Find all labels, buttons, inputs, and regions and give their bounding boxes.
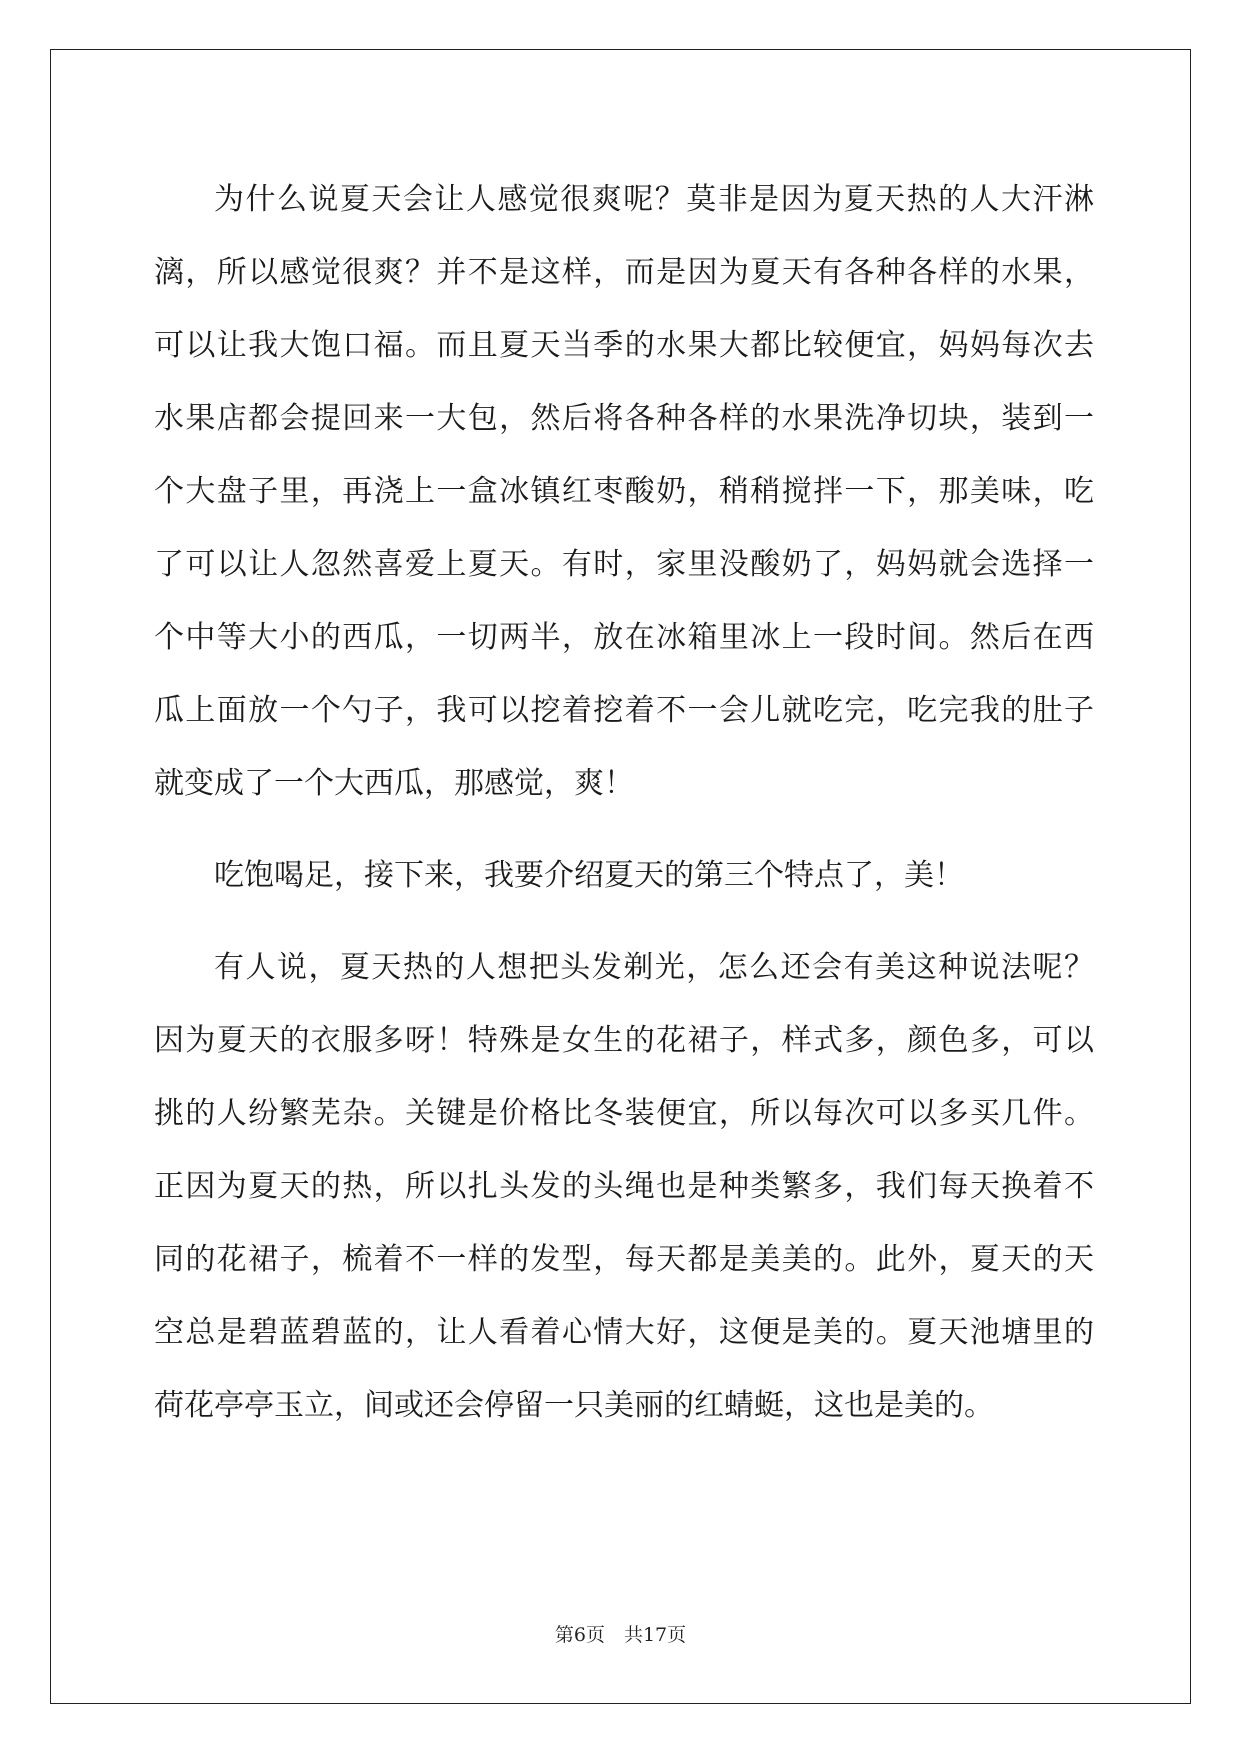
document-body [154,163,1094,1442]
text-line: 因为夏天的衣服多呀！特殊是女生的花裙子，样式多，颜色多，可以 [154,1023,1094,1058]
text-line: 个大盘子里，再浇上一盒冰镇红枣酸奶，稍稍搅拌一下，那美味，吃 [154,474,1094,509]
text-line: 吃饱喝足，接下来，我要介绍夏天的第三个特点了，美！ [214,858,964,893]
text-line: 水果店都会提回来一大包，然后将各种各样的水果洗净切块，装到一 [154,401,1094,436]
paragraph-1 [154,163,1094,820]
text-line: 瓜上面放一个勺子，我可以挖着挖着不一会儿就吃完，吃完我的肚子 [154,693,1094,728]
text-line: 荷花亭亭玉立，间或还会停留一只美丽的红蜻蜓，这也是美的。 [154,1388,994,1423]
paragraph-2 [154,839,1094,912]
text-line: 正因为夏天的热，所以扎头发的头绳也是种类繁多，我们每天换着不 [154,1169,1094,1204]
text-line: 了可以让人忽然喜爱上夏天。有时，家里没酸奶了，妈妈就会选择一 [154,547,1094,582]
text-line: 空总是碧蓝碧蓝的，让人看着心情大好，这便是美的。夏天池塘里的 [154,1315,1094,1350]
text-line: 同的花裙子，梳着不一样的发型，每天都是美美的。此外，夏天的天 [154,1242,1094,1277]
text-line: 漓，所以感觉很爽？并不是这样，而是因为夏天有各种各样的水果， [154,255,1094,290]
paragraph-3 [154,931,1094,1442]
text-line: 可以让我大饱口福。而且夏天当季的水果大都比较便宜，妈妈每次去 [154,328,1094,363]
text-line: 为什么说夏天会让人感觉很爽呢？莫非是因为夏天热的人大汗淋 [214,182,1094,217]
text-line: 就变成了一个大西瓜，那感觉，爽！ [154,766,634,801]
text-line: 挑的人纷繁芜杂。关键是价格比冬装便宜，所以每次可以多买几件。 [154,1096,1094,1131]
text-line: 个中等大小的西瓜，一切两半，放在冰箱里冰上一段时间。然后在西 [154,620,1094,655]
text-line: 有人说，夏天热的人想把头发剃光，怎么还会有美这种说法呢？ [214,950,1094,985]
page-number: 第6页 共17页 [554,1624,687,1646]
